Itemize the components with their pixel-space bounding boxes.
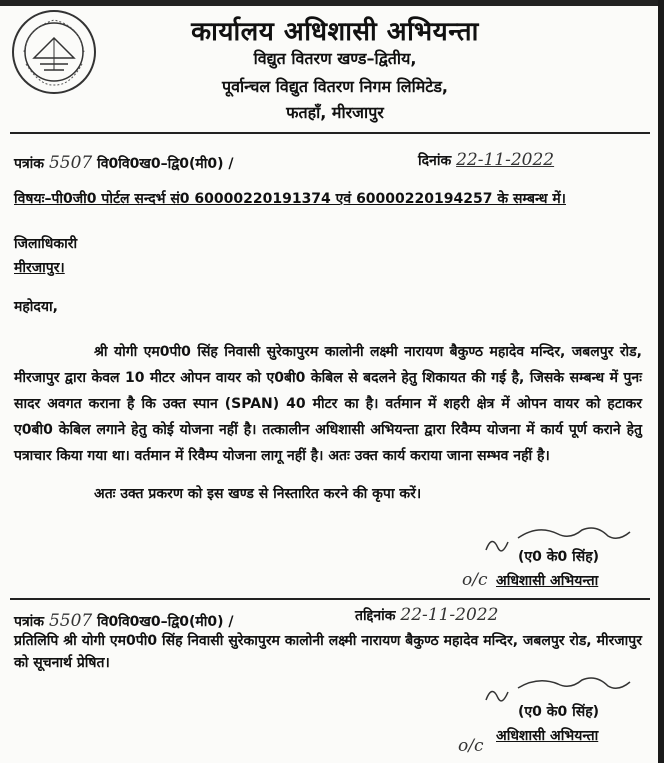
copy-date-label: तद्दिनांक <box>355 608 396 624</box>
oc-note-1: o/c <box>462 570 488 590</box>
copy-date-line <box>355 605 498 625</box>
copy-text: प्रतिलिपि श्री योगी एम0पी0 सिंह निवासी सुरेकापुरम कालोनी लक्ष्मी नारायण बैकुण्ठ महादेव मन्दिर, जबलपुर रोड, मीरजापुर को सूचनार्थ प्रेषित। <box>14 633 642 671</box>
company-name: पूर्वान्चल विद्युत वितरण निगम लिमिटेड, <box>221 77 449 96</box>
office-title: कार्यालय अधिशासी अभियन्ता <box>191 17 479 47</box>
office-location: फतहाँ, मीरजापुर <box>286 103 384 122</box>
copy-reference-line <box>14 611 234 631</box>
body-paragraph: श्री योगी एम0पी0 सिंह निवासी सुरेकापुरम कालोनी लक्ष्मी नारायण बैकुण्ठ महादेव मन्दिर, जबलपुर रोड, मीरजापुर द्वारा केवल 10 मीटर ओपन वायर को ए0बी0 केबिल से बदलने हेतु शिकायत की गई है, जिसके सम्बन्ध में पुनः सादर अवगत कराना है कि उक्त स्पान (SPAN) 40 मीटर का है। वर्तमान में शहरी क्षेत्र में ओपन वायर को हटाकर ए0बी0 केबिल लगाने हेतु कोई योजना नहीं है। तत्कालीन अधिशासी अभियन्ता द्वारा रिवैम्प योजना में कार्य पूर्ण कराने हेतु पत्राचार किया गया था। वर्तमान में रिवैम्प योजना लागू नहीं है। अतः उक्त कार्य कराया जाना सम्भव नहीं है। <box>14 344 642 464</box>
mid-divider <box>10 598 650 600</box>
copy-patrank-label: पत्रांक <box>14 614 45 630</box>
patrank-code: वि0वि0ख0–द्वि0(मी0) / <box>97 156 234 172</box>
closing-paragraph: अतः उक्त प्रकरण को इस खण्ड से निस्तारित करने की कृपा करें। <box>94 486 422 502</box>
top-border <box>0 0 658 6</box>
subject-line: विषयः–पी0जी0 पोर्टल सन्दर्भ सं0 60000220191374 एवं 60000220194257 के सम्बन्ध में। <box>14 191 566 207</box>
oc-note-2: o/c <box>458 736 484 756</box>
copy-patrank-number: 5507 <box>48 611 93 631</box>
reference-line <box>14 153 234 173</box>
signatory-designation-2: अधिशासी अभियन्ता <box>496 728 599 744</box>
date-value: 22-11-2022 <box>456 150 555 170</box>
patrank-number: 5507 <box>48 153 93 173</box>
header-divider <box>10 132 650 134</box>
copy-patrank-code: वि0वि0ख0–द्वि0(मी0) / <box>97 614 234 630</box>
addressee-place: मीरजापुर। <box>14 260 65 276</box>
date-line <box>418 150 554 170</box>
signatory-name-2: (ए0 के0 सिंह) <box>518 704 600 720</box>
signatory-designation-1: अधिशासी अभियन्ता <box>496 573 599 589</box>
patrank-label: पत्रांक <box>14 156 45 172</box>
addressee-title: जिलाधिकारी <box>14 236 78 252</box>
company-seal-logo <box>10 8 98 96</box>
salutation: महोदया, <box>14 299 58 315</box>
signatory-name-1: (ए0 के0 सिंह) <box>518 549 600 565</box>
division-name: विद्युत वितरण खण्ड–द्वितीय, <box>253 49 417 68</box>
date-label: दिनांक <box>418 153 452 169</box>
copy-date-value: 22-11-2022 <box>400 605 499 625</box>
